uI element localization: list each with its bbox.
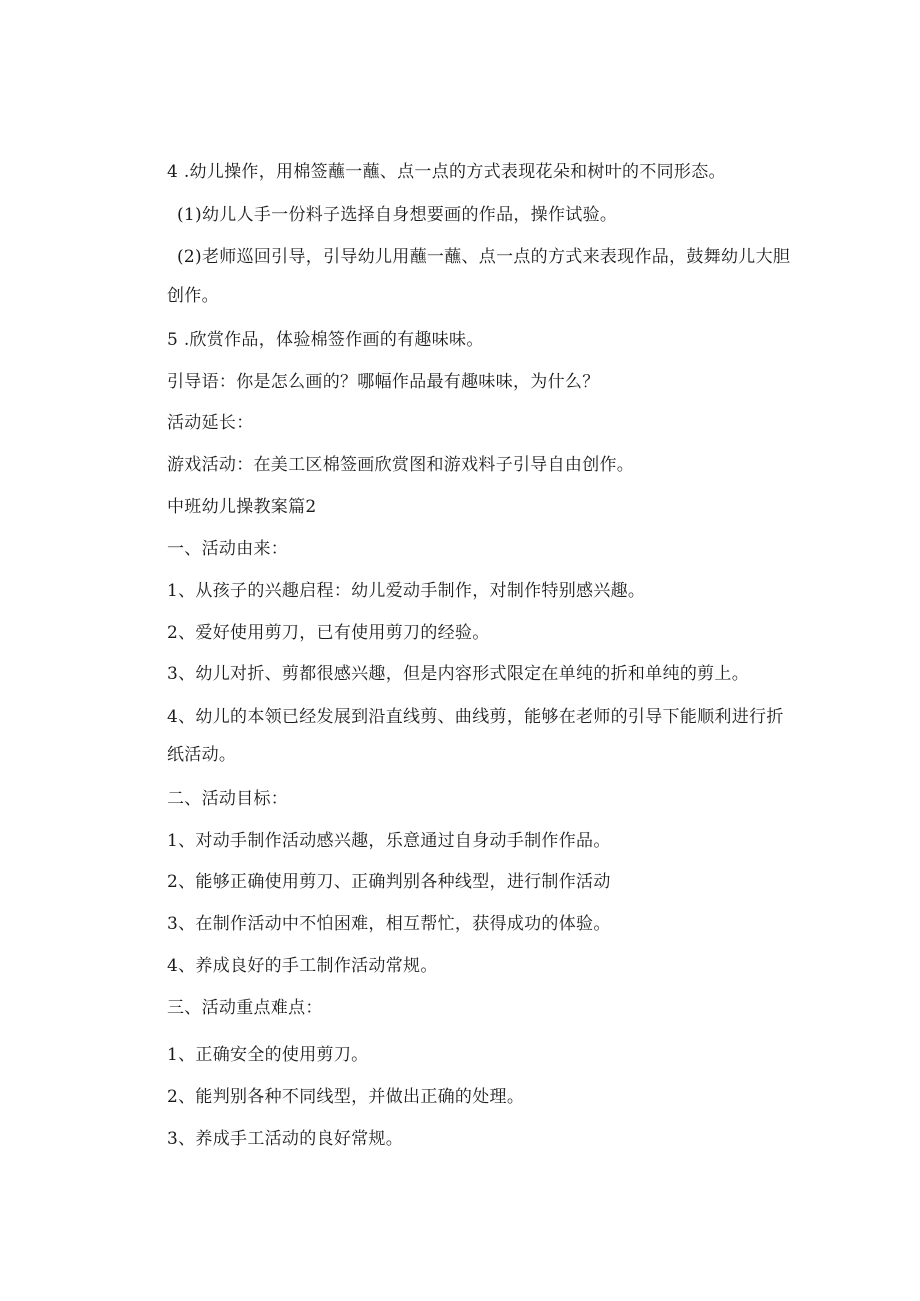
step-4-item-2: (2)老师巡回引导，引导幼儿用蘸一蘸、点一点的方式来表现作品，鼓舞幼儿大胆 xyxy=(177,247,791,267)
step-4-heading: 4 .幼儿操作，用棉签蘸一蘸、点一点的方式表现花朵和树叶的不同形态。 xyxy=(167,162,726,182)
section-1-item-2: 2、爱好使用剪刀，已有使用剪刀的经验。 xyxy=(167,623,490,643)
section-1-item-1: 1、从孩子的兴趣启程：幼儿爱动手制作，对制作特别感兴趣。 xyxy=(167,581,646,601)
step-5-heading: 5 .欣赏作品，体验棉签作画的有趣味味。 xyxy=(167,330,484,350)
section-2-item-1: 1、对动手制作活动感兴趣，乐意通过自身动手制作作品。 xyxy=(167,831,611,851)
step-4-item-2-continued: 创作。 xyxy=(167,286,219,306)
lesson-plan-title: 中班幼儿操教案篇2 xyxy=(167,497,317,517)
section-3-heading: 三、活动重点难点： xyxy=(167,998,323,1018)
section-1-heading: 一、活动由来： xyxy=(167,539,289,559)
section-2-item-3: 3、在制作活动中不怕困难，相互帮忙，获得成功的体验。 xyxy=(167,914,611,934)
section-1-item-4: 4、幼儿的本领已经发展到沿直线剪、曲线剪，能够在老师的引导下能顺利进行折 xyxy=(167,707,784,727)
section-3-item-3: 3、养成手工活动的良好常规。 xyxy=(167,1129,404,1149)
activity-extension-heading: 活动延长： xyxy=(167,413,254,433)
step-4-item-1: (1)幼儿人手一份料子选择自身想要画的作品，操作试验。 xyxy=(177,205,618,225)
section-2-heading: 二、活动目标： xyxy=(167,789,289,809)
section-2-item-2: 2、能够正确使用剪刀、正确判别各种线型，进行制作活动 xyxy=(167,872,611,892)
game-activity: 游戏活动：在美工区棉签画欣赏图和游戏料子引导自由创作。 xyxy=(167,455,635,475)
section-2-item-4: 4、养成良好的手工制作活动常规。 xyxy=(167,956,438,976)
section-1-item-4-continued: 纸活动。 xyxy=(167,745,237,765)
section-3-item-1: 1、正确安全的使用剪刀。 xyxy=(167,1045,369,1065)
section-1-item-3: 3、幼儿对折、剪都很感兴趣，但是内容形式限定在单纯的折和单纯的剪上。 xyxy=(167,664,750,684)
section-3-item-2: 2、能判别各种不同线型，并做出正确的处理。 xyxy=(167,1087,525,1107)
guiding-question: 引导语：你是怎么画的？哪幅作品最有趣味味，为什么？ xyxy=(167,372,600,392)
